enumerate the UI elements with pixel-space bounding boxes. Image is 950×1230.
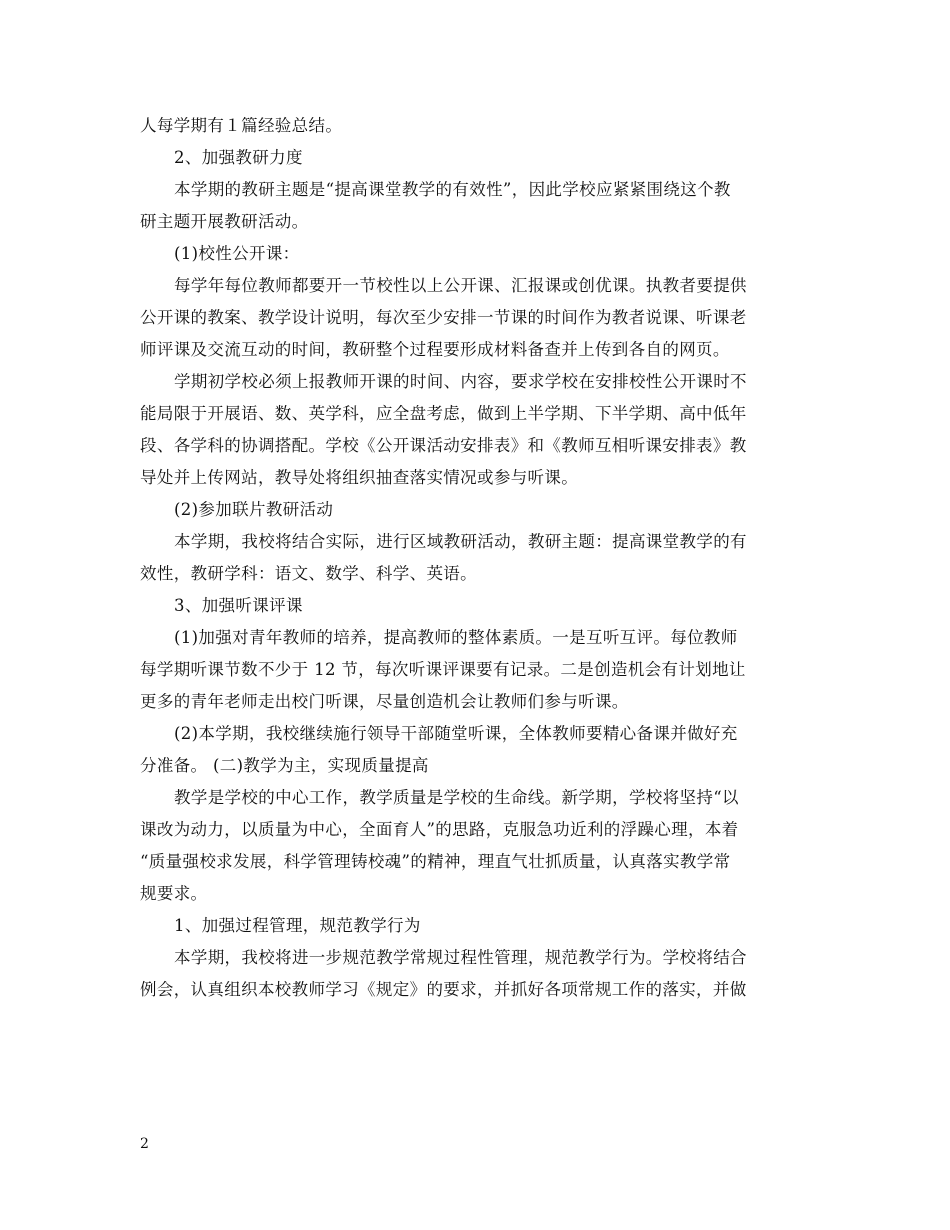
text-line: 更多的青年老师走出校门听课，尽量创造机会让教师们参与听课。 (140, 692, 629, 711)
text-line: 例会，认真组织本校教师学习《规定》的要求，并抓好各项常规工作的落实，并做 (140, 980, 747, 999)
text-line: 1、加强过程管理，规范教学行为 (174, 916, 421, 935)
text-line: 每学年每位教师都要开一节校性以上公开课、汇报课或创优课。执教者要提供 (174, 276, 747, 295)
text-line: 人每学期有１篇经验总结。 (140, 116, 343, 135)
text-line: (1)加强对青年教师的培养，提高教师的整体素质。一是互听互评。每位教师 (174, 628, 738, 647)
text-line: 课改为动力，以质量为中心，全面育人”的思路，克服急功近利的浮躁心理，本着 (140, 820, 739, 839)
page-number: 2 (140, 1136, 149, 1152)
text-line: 每学期听课节数不少于 12 节，每次听课评课要有记录。二是创造机会有计划地让 (140, 660, 746, 679)
text-line: (2)参加联片教研活动 (174, 500, 334, 519)
text-line: 本学期的教研主题是“提高课堂教学的有效性”，因此学校应紧紧围绕这个教 (174, 180, 731, 199)
text-line: (1)校性公开课： (174, 244, 300, 263)
text-line: 师评课及交流互动的时间，教研整个过程要形成材料备查并上传到各自的网页。 (140, 340, 730, 359)
text-line: 学期初学校必须上报教师开课的时间、内容，要求学校在安排校性公开课时不 (174, 372, 747, 391)
text-line: 3、加强听课评课 (174, 596, 303, 615)
text-line: 教学是学校的中心工作，教学质量是学校的生命线。新学期，学校将坚持“以 (174, 788, 739, 807)
text-line: 导处并上传网站，教导处将组织抽查落实情况或参与听课。 (140, 468, 579, 487)
text-line: 段、各学科的协调搭配。学校《公开课活动安排表》和《教师互相听课安排表》教 (140, 436, 747, 455)
text-line: 本学期，我校将进一步规范教学常规过程性管理，规范教学行为。学校将结合 (174, 948, 747, 967)
text-line: 研主题开展教研活动。 (140, 212, 309, 231)
text-line: 分准备。 (二)教学为主，实现质量提高 (140, 756, 429, 775)
text-line: 规要求。 (140, 884, 208, 903)
text-line: 公开课的教案、教学设计说明，每次至少安排一节课的时间作为教者说课、听课老 (140, 308, 747, 327)
document-body (140, 110, 810, 1006)
text-line: “质量强校求发展，科学管理铸校魂”的精神，理直气壮抓质量，认真落实教学常 (140, 852, 731, 871)
text-line: 本学期，我校将结合实际，进行区域教研活动，教研主题：提高课堂教学的有 (174, 532, 747, 551)
text-line: (2)本学期，我校继续施行领导干部随堂听课，全体教师要精心备课并做好充 (174, 724, 738, 743)
text-line: 效性，教研学科：语文、数学、科学、英语。 (140, 564, 477, 583)
text-line: 2、加强教研力度 (174, 148, 303, 167)
text-line: 能局限于开展语、数、英学科，应全盘考虑，做到上半学期、下半学期、高中低年 (140, 404, 747, 423)
